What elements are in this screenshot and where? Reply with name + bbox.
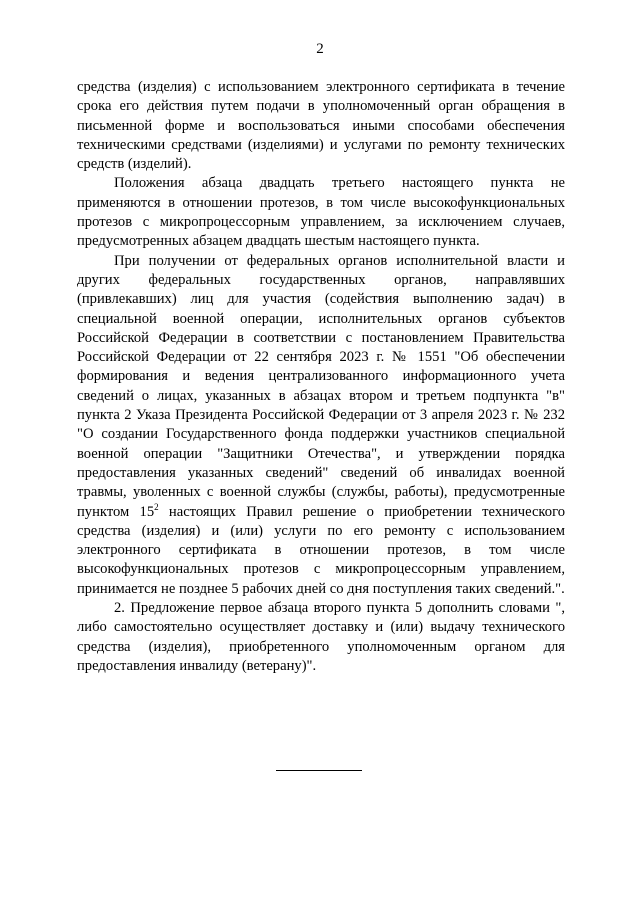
paragraph-federal-bodies-text-after: настоящих Правил решение о приобретении технического средства (изделия) и (или) услуги по его ремонту с использованием электронного сертификата в отношении протезов, в том числе высокофункциональных протезов с микропроцессорным управлением, принимается не позднее 5 рабочих дней со дня поступления таких сведений.".	[77, 503, 565, 597]
end-separator-line	[276, 770, 362, 771]
paragraph-federal-bodies-text-before: При получении от федеральных органов исполнительной власти и других федеральных государственных органов, направлявших (привлекавших) лиц для участия (содействия выполнению задач) в специальной военной операции, исполнительных органов субъектов Российской Федерации в соответствии с постановлением Правительства Российской Федерации от 22 сентября 2023 г. № 1551 "Об обеспечении формирования и ведения централизованного информационного учета сведений о лицах, указанных в абзацах втором и третьем подпункта "в" пункта 2 Указа Президента Российской Федерации от 3 апреля 2023 г. № 232 "О создании Государственного фонда поддержки участников специальной военной операции "Защитники Отечества", и утверждении порядка предоставления указанных сведений" сведений об инвалидах военной травмы, уволенных с военной службы (службы, работы), предусмотренные пунктом 15	[77, 252, 565, 520]
paragraph-provisions: Положения абзаца двадцать третьего настоящего пункта не применяются в отношении протезов, в том числе высокофункциональных протезов с микропроцессорным управлением, за исключением случаев, предусмотренных абзацем двадцать шестым настоящего пункта.	[77, 175, 565, 250]
page-number: 2	[316, 41, 324, 57]
clause-superscript: 2	[154, 501, 159, 512]
paragraph-amendment-2: 2. Предложение первое абзаца второго пункта 5 дополнить словами ", либо самостоятельно осуществляет доставку и (или) выдачу технического средства (изделия), приобретенного уполномоченным органом для предоставления инвалиду (ветерану)".	[77, 600, 565, 674]
paragraph-federal-bodies	[77, 252, 565, 599]
document-body	[77, 78, 565, 676]
paragraph-continuation: средства (изделия) с использованием электронного сертификата в течение срока его действия путем подачи в уполномоченный орган обращения в письменной форме и воспользоваться иными способами обеспечения техническими средствами (изделиями) и услугами по ремонту технических средств (изделий).	[77, 79, 565, 173]
